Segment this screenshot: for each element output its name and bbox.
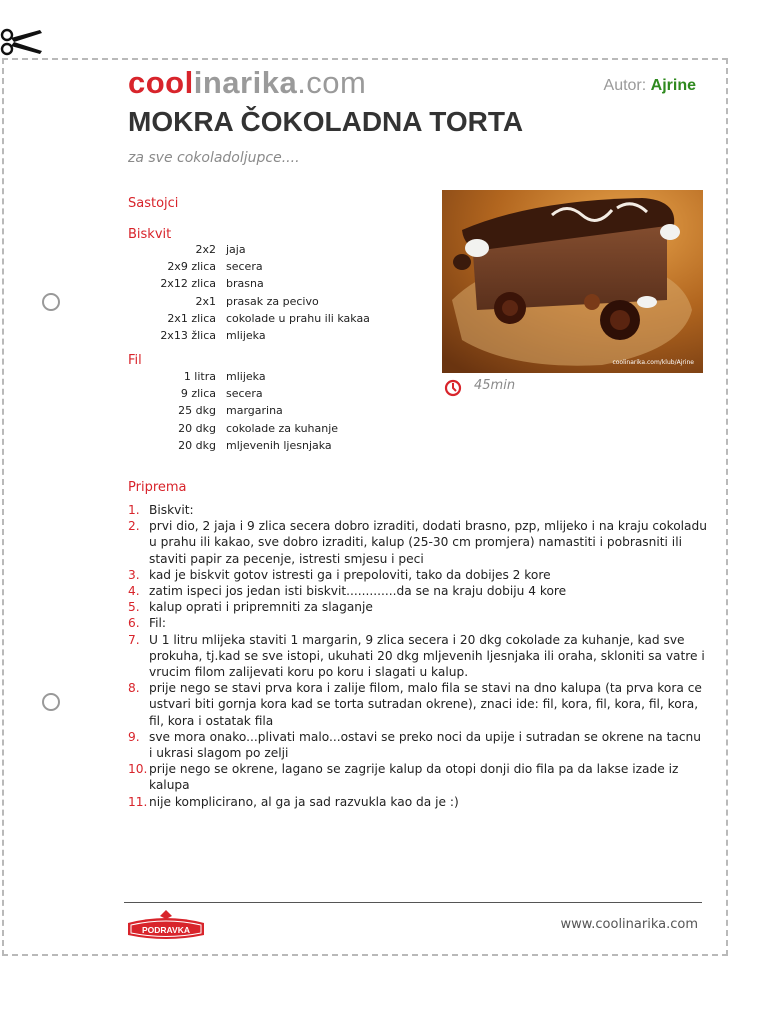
ingredient-name: secera	[226, 260, 263, 274]
ingredient-qty: 25 dkg	[178, 404, 216, 418]
ingredient-qty: 2x1 zlica	[167, 311, 216, 325]
podravka-logo-text: PODRAVKA	[141, 925, 191, 935]
ingredient-qty: 2x9 zlica	[167, 260, 216, 274]
scissors-icon	[0, 26, 44, 58]
step-text: U 1 litru mlijeka staviti 1 margarin, 9 zlica secera i 20 dkg cokolade za kuhanje, kad sve prokuha, tj.kad se sve istopi, ukuhati 20 dkg mljevenih ljesnjaka ili oraha, skloniti sa vatre i vrucim filom zalijevati koru po koru i slagati u kalup.	[149, 632, 705, 680]
ingredient-name: secera	[226, 387, 263, 401]
punch-hole-icon	[42, 693, 60, 711]
step-item	[128, 615, 708, 631]
ingredient-row	[128, 241, 370, 258]
step-number: 7.	[128, 632, 140, 647]
step-item	[128, 794, 708, 810]
clock-icon	[444, 379, 462, 397]
logo-text-inarika: inarika	[193, 65, 298, 100]
step-text: Biskvit:	[149, 503, 194, 517]
ingredient-row	[128, 327, 370, 344]
author-name-link[interactable]: Ajrine	[650, 77, 696, 94]
step-text: prije nego se stavi prva kora i zalije filom, malo fila se stavi na dno kalupa (ta prva kora ce ustvari biti gornja kora kad se torta sutradan okrene), znaci ide: fil, kora, fil, kora, fil, kora, fil, kora i ostatak fila	[149, 681, 702, 728]
step-item	[128, 599, 708, 615]
podravka-logo[interactable]	[126, 908, 206, 942]
step-item	[128, 518, 708, 567]
ingredient-group-fil: Fil	[128, 353, 142, 368]
step-number: 5.	[128, 600, 140, 615]
step-text: sve mora onako...plivati malo...ostavi se preko noci da upije i sutradan se okrene na tacnu i ukrasi slagom po zelji	[149, 729, 702, 761]
ingredient-qty: 2x2	[195, 243, 216, 256]
ingredient-name: jaja	[226, 243, 246, 256]
step-number: 6.	[128, 616, 140, 631]
punch-hole-icon	[42, 293, 60, 311]
recipe-subtitle: za sve cokoladoljupce....	[128, 150, 300, 166]
step-number: 1.	[128, 503, 140, 517]
ingredient-row	[128, 275, 370, 292]
step-text: kalup oprati i pripremniti za slaganje	[149, 600, 373, 615]
logo-text-domain: .com	[297, 65, 367, 100]
step-text: prvi dio, 2 jaja i 9 zlica secera dobro izraditi, dodati brasno, pzp, mlijeko i na kraju cokoladu u prahu ili kakao, sve dobro izraditi, kalup (25-30 cm promjera) namastiti i pobrasniti ili staviti papir za pecenje, istresti smjesu i peci	[149, 519, 707, 566]
author-info	[604, 77, 696, 95]
step-text: zatim ispeci jos jedan isti biskvit.............da se na kraju dobiju 4 kore	[149, 584, 567, 599]
ingredient-qty: 2x13 žlica	[160, 328, 216, 342]
ingredient-row	[128, 258, 370, 275]
ingredient-name: mlijeka	[226, 370, 266, 383]
ingredient-name: mlijeka	[226, 328, 266, 342]
ingredients-heading: Sastojci	[128, 196, 179, 211]
ingredient-name: cokolade za kuhanje	[226, 421, 339, 435]
step-item	[128, 761, 708, 793]
logo-text-cool: cool	[128, 65, 194, 100]
step-text: prije nego se okrene, lagano se zagrije kalup da otopi donji dio fila pa da lakse izade iz kalupa	[149, 762, 679, 793]
footer-website-link[interactable]: www.coolinarika.com	[560, 917, 698, 932]
step-number: 10.	[128, 762, 148, 777]
ingredient-qty: 2x12 zlica	[160, 277, 216, 291]
step-number: 11.	[128, 794, 148, 809]
ingredient-group-biskvit: Biskvit	[128, 227, 172, 242]
ingredient-name: brasna	[226, 277, 264, 291]
step-number: 9.	[128, 729, 140, 744]
step-item	[128, 567, 708, 583]
preparation-heading: Priprema	[128, 480, 187, 495]
ingredient-list-biskvit	[128, 241, 370, 344]
ingredient-row	[128, 310, 370, 327]
step-number: 8.	[128, 681, 140, 696]
step-text: Fil:	[149, 616, 167, 631]
footer-divider	[124, 902, 702, 903]
ingredient-qty: 20 dkg	[178, 421, 216, 435]
step-text: nije komplicirano, al ga ja sad razvukla kao da je :)	[149, 794, 459, 809]
photo-watermark: coolinarika.com/klub/Ajrine	[612, 359, 694, 366]
preparation-steps	[128, 502, 708, 810]
ingredient-row	[128, 293, 370, 310]
ingredient-qty: 20 dkg	[178, 438, 216, 452]
step-item	[128, 583, 708, 599]
ingredient-row	[128, 402, 338, 419]
step-item	[128, 632, 708, 681]
recipe-title: MOKRA ČOKOLADNA TORTA	[128, 106, 524, 137]
ingredient-list-fil	[128, 368, 338, 454]
author-label: Autor:	[603, 77, 647, 94]
cake-photo	[442, 190, 703, 373]
step-number: 4.	[128, 584, 140, 599]
ingredient-name: margarina	[226, 404, 283, 418]
ingredient-row	[128, 437, 338, 454]
step-number: 3.	[128, 567, 140, 582]
ingredient-row	[128, 368, 338, 385]
ingredient-name: mljevenih ljesnjaka	[226, 438, 332, 452]
ingredient-qty: 9 zlica	[180, 387, 216, 401]
ingredient-name: cokolade u prahu ili kakaa	[226, 311, 370, 325]
ingredient-qty: 1 litra	[183, 370, 216, 383]
step-item	[128, 502, 708, 518]
ingredient-name: prasak za pecivo	[226, 294, 319, 308]
ingredient-row	[128, 385, 338, 402]
step-item	[128, 680, 708, 729]
coolinarika-logo[interactable]	[128, 66, 366, 100]
step-text: kad je biskvit gotov istresti ga i prepoloviti, tako da dobijes 2 kore	[149, 567, 551, 582]
step-item	[128, 729, 708, 761]
ingredient-row	[128, 420, 338, 437]
step-number: 2.	[128, 519, 140, 534]
ingredient-qty: 2x1	[195, 294, 216, 308]
prep-time-value: 45min	[474, 378, 516, 393]
